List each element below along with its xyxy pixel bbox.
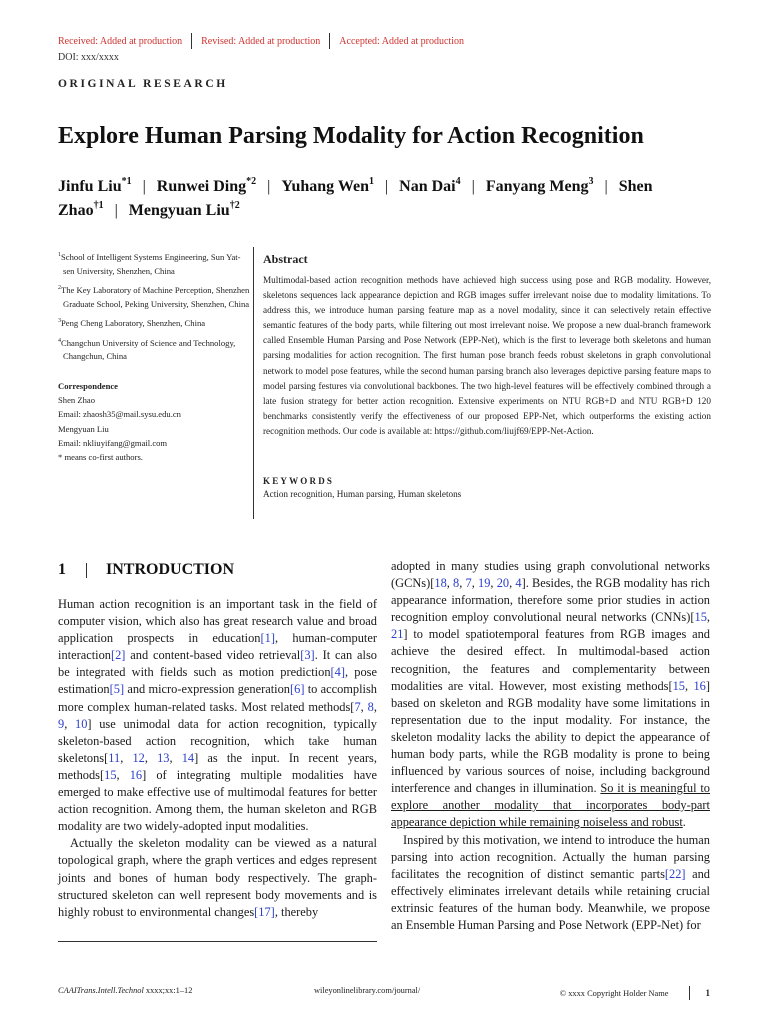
citation-link[interactable]: 10 bbox=[75, 716, 88, 731]
citation-link[interactable]: 9 bbox=[58, 716, 65, 731]
citation-link[interactable]: 4 bbox=[515, 576, 522, 591]
paragraph-continued: adopted in many studies using graph convolutional networks (GCNs)[18, 8, 7, 19, 20, 4]. Besides, the RGB modality has rich appearance information, therefore some prior studies in action recognition employ convolutional neural networks (CNNs)[15, 21] to model spatiotemporal features from RGB images and achieve the desired effect. In multimodal-based action recognition, the features and complementarity between modalities are vital. However, most existing methods[15, 16] based on skeleton and RGB modality have some limitations in representation due to the input modality. For instance, the skeleton modality lacks the ability to depict the appearance of human body parts, while the RGB modality is prone to being influenced by various sources of noise, including background interference and changes in illumination. So it is meaningful to explore another modality that incorporates body-part appearance depiction while remaining noiseless and robust. bbox=[391, 559, 710, 830]
section-heading bbox=[58, 561, 234, 579]
author-name: Shen Zhao$^{\dagger 1}$ bbox=[58, 178, 653, 219]
revised-date: Revised: Added at production bbox=[201, 35, 321, 47]
affiliation-mark: 3 bbox=[58, 318, 61, 324]
paper-title: Explore Human Parsing Modality for Action Recognition bbox=[58, 123, 644, 149]
author-name: Runwei Ding$^{*2}$ bbox=[156, 176, 257, 195]
author-name: Fanyang Meng$^3$ bbox=[485, 176, 594, 195]
journal-name: CAAITrans.Intell.Technol bbox=[58, 986, 144, 995]
author-name: Yuhang Wen$^1$ bbox=[281, 176, 374, 195]
correspondence-email[interactable]: Email: zhaosh35@mail.sysu.edu.cn bbox=[58, 409, 181, 420]
citation-link[interactable]: [1] bbox=[260, 631, 275, 646]
citation-link[interactable]: 11 bbox=[108, 750, 121, 765]
accepted-date: Accepted: Added at production bbox=[339, 35, 464, 47]
author-separator: | bbox=[114, 202, 118, 219]
affiliation-item: $^3$Peng Cheng Laboratory, Shenzhen, China bbox=[58, 318, 206, 328]
correspondence bbox=[58, 379, 250, 464]
author-affiliation-mark: *2 bbox=[246, 176, 257, 187]
doi[interactable]: DOI: xxx/xxxx bbox=[58, 52, 119, 63]
affiliation-item: $^4$Changchun University of Science and Technology, Changchun, China bbox=[58, 337, 236, 361]
citation-link[interactable]: 15 bbox=[104, 767, 117, 782]
publication-dates bbox=[58, 33, 464, 49]
citation-link[interactable]: 15 bbox=[694, 610, 707, 625]
received-date: Received: Added at production bbox=[58, 35, 183, 47]
citation-link[interactable]: 12 bbox=[132, 750, 145, 765]
citation-link[interactable]: 16 bbox=[693, 678, 706, 693]
copyright: © xxxx Copyright Holder Name bbox=[559, 988, 669, 998]
co-first-note: * means co-first authors. bbox=[58, 452, 143, 463]
citation-link[interactable]: 21 bbox=[391, 627, 404, 642]
affiliation-mark: 1 bbox=[58, 252, 61, 258]
page-number: 1 bbox=[705, 988, 710, 998]
citation-link[interactable]: 8 bbox=[453, 576, 460, 591]
divider bbox=[191, 33, 192, 49]
underlined-text: So it is meaningful to explore another modality that incorporates body-part appearance depiction while remaining noiseless and robust bbox=[391, 781, 710, 830]
citation-link[interactable]: [22] bbox=[664, 866, 686, 881]
abstract-text: Multimodal-based action recognition methods have achieved high success using pose and RGB modality. However, skeletons sequences lack appearance depiction and RGB images suffer irrelevant noise due to modality limitations. To address this, we introduce human parsing feature map as a novel modality, since it can selectively retain effective semantic features of the body parts, while filtering out most irrelevant noise. We propose a new dual-branch framework called Ensemble Human Parsing and Pose Network (EPP-Net), which is the first to leverage both skeletons and human parsing modalities for action recognition. The first human pose branch feeds robust skeletons in graph convolutional network to model pose features, while the second human parsing branch also leverages depictive parsing feature maps to model parsing festures via convolutional backbones. The two high-level features will be effectively combined through a late fusion strategy for better action recognition. Extensive experiments on NTU RGB+D and NTU RGB+D 120 benchmarks consistently verify the effectiveness of our proposed EPP-Net, which outperforms the existing action recognition methods. Our code is available at: https://github.com/liujf69/EPP-Net-Action. bbox=[263, 275, 711, 436]
citation-link[interactable]: 19 bbox=[478, 576, 491, 591]
affiliation-item: $^1$School of Intelligent Systems Engineering, Sun Yat-sen University, Shenzhen, China bbox=[58, 252, 241, 276]
column-divider bbox=[253, 247, 254, 519]
journal-volume: xxxx;xx:1–12 bbox=[143, 986, 193, 995]
author-name: Jinfu Liu$^{*1}$ bbox=[58, 176, 132, 195]
abstract-heading: Abstract bbox=[263, 252, 308, 266]
article-type: ORIGINAL RESEARCH bbox=[58, 78, 228, 90]
citation-link[interactable]: 14 bbox=[181, 750, 195, 765]
divider bbox=[689, 986, 690, 1000]
author-affiliation-mark: †1 bbox=[93, 200, 104, 211]
author-separator: | bbox=[267, 178, 271, 195]
keywords-text: Action recognition, Human parsing, Human skeletons bbox=[263, 489, 462, 499]
author-affiliation-mark: 1 bbox=[368, 176, 374, 187]
section-title: INTRODUCTION bbox=[106, 561, 235, 578]
author-separator: | bbox=[142, 178, 146, 195]
author-affiliation-mark: 4 bbox=[455, 176, 461, 187]
author-list bbox=[58, 175, 708, 223]
citation-link[interactable]: [6] bbox=[290, 682, 305, 697]
citation-link[interactable]: [4] bbox=[330, 665, 345, 680]
body-right-column bbox=[391, 558, 710, 934]
citation-link[interactable]: [5] bbox=[109, 682, 125, 697]
affiliation-mark: 2 bbox=[58, 285, 61, 291]
author-name: Mengyuan Liu$^{\dagger 2}$ bbox=[128, 200, 240, 219]
citation-link[interactable]: 13 bbox=[157, 750, 170, 765]
affiliation-mark: 4 bbox=[58, 337, 61, 344]
citation-link[interactable]: [2] bbox=[110, 648, 126, 663]
journal-citation bbox=[58, 986, 192, 995]
citation-link[interactable]: 20 bbox=[496, 576, 510, 591]
keywords-heading: KEYWORDS bbox=[263, 476, 335, 486]
affiliation-item: $^2$The Key Laboratory of Machine Perception, Shenzhen Graduate School, Peking University, Shenzhen, China bbox=[58, 285, 250, 309]
paragraph: Human action recognition is an important task in the field of computer vision, which also has great research value and broad application prospects in education[1], human-computer interaction[2] and content-based video retrieval[3]. It can also be integrated with fields such as motion prediction[4], pose estimation[5] and micro-expression generation[6] to accomplish more complex human-related tasks. Most related methods[7, 8, 9, 10] use unimodal data for action recognition, typically skeleton-based action recognition, which take human skeletons[11, 12, 13, 14] as the input. In recent years, methods[15, 16] of integrating multiple modalities have emerged to make effective use of multimodal features for better action recognition. Among them, the human skeleton and RGB modality are two widely-adopted input modalities. bbox=[58, 597, 378, 834]
citation-link[interactable]: 16 bbox=[129, 767, 143, 782]
divider bbox=[329, 33, 330, 49]
author-separator: | bbox=[471, 178, 475, 195]
citation-link[interactable]: 8 bbox=[367, 699, 374, 714]
divider bbox=[86, 563, 87, 578]
body-left-column bbox=[58, 596, 377, 921]
correspondence-line: Shen Zhao bbox=[58, 395, 95, 406]
author-name: Nan Dai$^4$ bbox=[399, 176, 461, 195]
abstract bbox=[263, 252, 711, 439]
footnote-rule bbox=[58, 941, 377, 942]
correspondence-email[interactable]: Email: nkliuyifang@gmail.com bbox=[58, 437, 168, 448]
author-separator: | bbox=[384, 178, 389, 195]
footer-right bbox=[560, 986, 710, 1000]
citation-link[interactable]: [17] bbox=[254, 904, 275, 919]
citation-link[interactable]: 18 bbox=[434, 576, 447, 591]
citation-link[interactable]: 7 bbox=[465, 576, 472, 591]
citation-link[interactable]: [3] bbox=[300, 648, 315, 663]
correspondence-line: Mengyuan Liu bbox=[58, 423, 109, 434]
citation-link[interactable]: 15 bbox=[672, 678, 685, 693]
citation-link[interactable]: 7 bbox=[354, 699, 361, 714]
section-number: 1 bbox=[58, 561, 66, 578]
affiliations bbox=[58, 251, 250, 370]
author-affiliation-mark: †2 bbox=[229, 200, 240, 211]
journal-url[interactable]: wileyonlinelibrary.com/journal/ bbox=[314, 986, 421, 995]
author-affiliation-mark: 3 bbox=[588, 176, 594, 187]
paragraph: Inspired by this motivation, we intend to introduce the human parsing into action recognition. Actually the human parsing facilitates the recognition of distinct semantic parts[22] and effectively eliminates irrelevant details while retaining crucial extrinsic features of the human body. Meanwhile, we propose an Ensemble Human Parsing and Pose Network (EPP-Net) for bbox=[391, 832, 710, 932]
correspondence-heading: Correspondence bbox=[58, 381, 118, 391]
author-separator: | bbox=[604, 178, 608, 195]
author-affiliation-mark: *1 bbox=[121, 176, 132, 187]
paragraph: Actually the skeleton modality can be viewed as a natural topological graph, where the graph vertices and edges represent joints and bones of human body respectively. The graph-structured skeleton can well represent body movements and is highly robust to environmental changes[17], thereby bbox=[58, 836, 377, 919]
